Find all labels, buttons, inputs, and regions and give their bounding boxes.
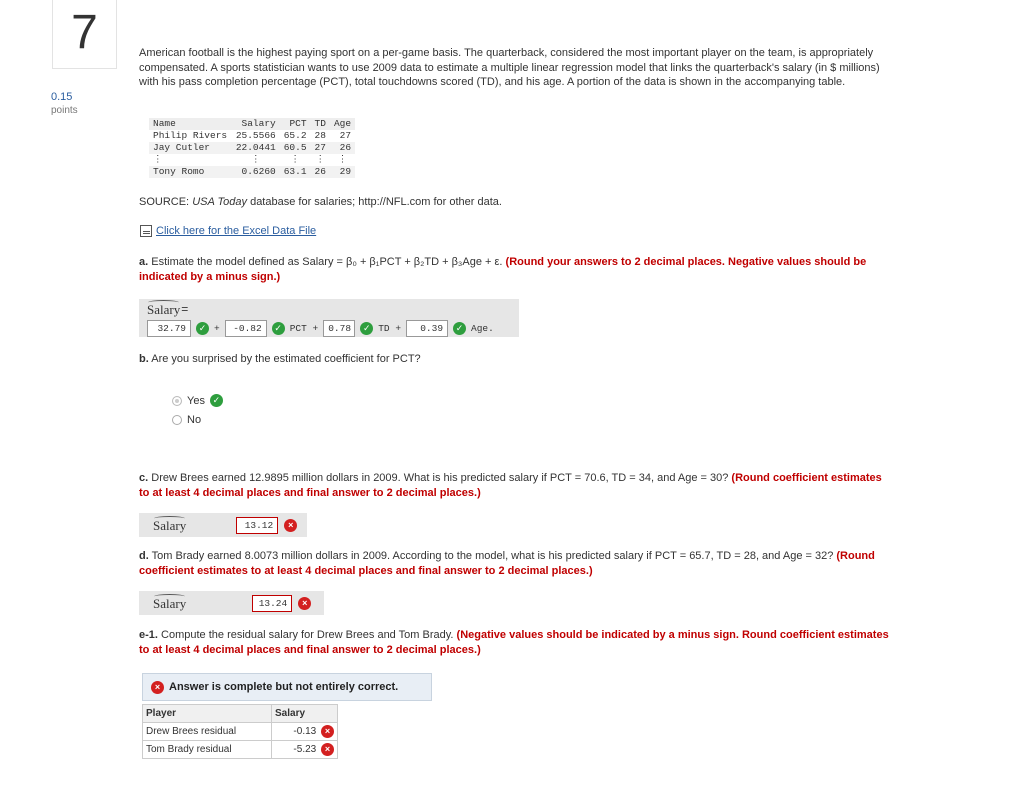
x-circle-icon: × (321, 743, 334, 756)
check-circle-icon: ✓ (272, 322, 285, 335)
b0-input[interactable]: 32.79 (147, 320, 191, 337)
cell: 63.1 (283, 166, 307, 177)
x-circle-icon: × (298, 597, 311, 610)
header-td: TD (314, 118, 326, 129)
part-c-answer-band (139, 513, 307, 537)
source-prefix: SOURCE: (139, 196, 193, 208)
cell: 26 (314, 166, 326, 177)
option-no[interactable] (172, 414, 201, 426)
part-d-answer-band (139, 591, 324, 615)
x-circle-icon: × (321, 725, 334, 738)
salary-hat-label: Salary (153, 596, 187, 611)
part-b-label: b. (139, 353, 149, 365)
cell: 60.5 (283, 142, 307, 153)
excel-file-icon (140, 225, 152, 237)
points-label: points (51, 105, 78, 116)
header-pct: PCT (289, 118, 307, 129)
cell: Jay Cutler (153, 142, 211, 153)
part-e1-label: e-1. (139, 629, 158, 641)
part-d-prompt (139, 549, 889, 578)
salary-hat-row (147, 300, 188, 318)
table-row (149, 142, 355, 154)
header-age: Age (333, 118, 352, 129)
source-line (139, 195, 889, 210)
check-circle-icon: ✓ (453, 322, 466, 335)
source-suffix: database for salaries; http://NFL.com for other data. (247, 196, 502, 208)
plus-term: + (214, 322, 220, 334)
points-value: 0.15 (51, 91, 73, 103)
check-circle-icon: ✓ (196, 322, 209, 335)
part-a-text: Estimate the model defined as Salary = β₀ + β₁PCT + β₂TD + β₃Age + ε. (148, 256, 506, 268)
part-c-label: c. (139, 472, 149, 484)
table-row (143, 723, 338, 741)
cell: ⋮ (251, 154, 261, 165)
cell: ⋮ (290, 154, 300, 165)
table-header-row (149, 118, 355, 130)
residual-value[interactable]: -0.13 (293, 726, 317, 738)
b3-input[interactable]: 0.39 (406, 320, 448, 337)
option-yes[interactable] (172, 394, 223, 407)
x-circle-icon: × (284, 519, 297, 532)
option-no-label: No (187, 414, 202, 426)
data-table (149, 118, 355, 178)
option-yes-label: Yes (187, 394, 205, 407)
question-number: 7 (52, 0, 117, 69)
cell: 65.2 (283, 130, 307, 141)
col-salary: Salary (272, 705, 338, 723)
part-e1-instruction: (Negative values should be indicated by a minus sign. Round coefficient estimates to at least 4 decimal places and final answer to 2 decimal places.) (139, 629, 889, 656)
cell: ⋮ (315, 154, 325, 165)
radio-yes[interactable] (172, 396, 182, 406)
part-d-label: d. (139, 550, 149, 562)
part-e1-prompt (139, 628, 889, 657)
residual-header-row (143, 705, 338, 723)
cell: 25.5566 (235, 130, 276, 141)
part-a-label: a. (139, 256, 149, 268)
residual-value[interactable]: -5.23 (293, 744, 317, 756)
residual-value-cell[interactable] (272, 741, 338, 759)
cell: Philip Rivers (153, 130, 228, 141)
radio-no[interactable] (172, 415, 182, 425)
cell: 27 (339, 130, 352, 141)
table-row (149, 154, 355, 166)
header-salary: Salary (241, 118, 276, 129)
x-circle-icon: × (151, 681, 164, 694)
td-term: TD + (378, 322, 402, 334)
cell: 26 (339, 142, 352, 153)
excel-link-row[interactable] (140, 225, 316, 237)
residual-value-cell[interactable] (272, 723, 338, 741)
source-italic: USA Today (192, 196, 248, 208)
age-term: Age. (471, 322, 494, 334)
answer-status-banner (142, 673, 432, 701)
part-d-text: Tom Brady earned 8.0073 million dollars in 2009. According to the model, what is his predicted salary if PCT = 65.7, TD = 28, and Age = 32? (148, 550, 837, 562)
part-a-answer-band (139, 299, 519, 337)
part-b-text: Are you surprised by the estimated coefficient for PCT? (148, 353, 421, 365)
part-d-input[interactable]: 13.24 (252, 595, 292, 612)
part-a-instruction: (Round your answers to 2 decimal places. Negative values should be indicated by a minus sign.) (139, 256, 867, 283)
cell: Tony Romo (153, 166, 205, 177)
cell: 27 (314, 142, 326, 153)
table-row (149, 130, 355, 142)
cell: 29 (339, 166, 352, 177)
excel-data-link[interactable]: Click here for the Excel Data File (156, 225, 317, 237)
part-d-instruction: (Round coefficient estimates to at least 4 decimal places and final answer to 2 decimal places.) (139, 550, 875, 577)
b1-input[interactable]: -0.82 (225, 320, 267, 337)
cell: 22.0441 (235, 142, 276, 153)
cell: 28 (314, 130, 326, 141)
part-c-prompt (139, 471, 889, 500)
b2-input[interactable]: 0.78 (323, 320, 355, 337)
residual-player: Drew Brees residual (143, 723, 272, 741)
question-intro: American football is the highest paying sport on a per-game basis. The quarterback, considered the most important player on the team, is appropriately compensated. A sports statistician wants to use 2009 data to estimate a multiple linear regression model that links the quarterback's salary (in $ millions) with his pass completion percentage (PCT), total touchdowns scored (TD), and his age. A portion of the data is shown in the accompanying table. (139, 47, 880, 88)
cell: ⋮ (153, 154, 163, 165)
cell: ⋮ (337, 154, 348, 165)
part-c-instruction: (Round coefficient estimates to at least 4 decimal places and final answer to 2 decimal places.) (139, 472, 882, 499)
header-name: Name (153, 118, 176, 129)
pct-term: PCT + (289, 322, 319, 334)
part-b-prompt (139, 352, 889, 367)
residual-table (142, 704, 338, 759)
salary-hat-label: Salary (153, 518, 187, 533)
coefficient-row (147, 320, 494, 337)
table-row (143, 741, 338, 759)
equals-sign: = (181, 301, 189, 316)
part-e1-text: Compute the residual salary for Drew Brees and Tom Brady. (157, 629, 457, 641)
part-a-prompt (139, 255, 889, 284)
part-c-input[interactable]: 13.12 (236, 517, 278, 534)
col-player: Player (143, 705, 272, 723)
cell: 0.6260 (241, 166, 276, 177)
residual-player: Tom Brady residual (143, 741, 272, 759)
table-row (149, 166, 355, 178)
check-circle-icon: ✓ (360, 322, 373, 335)
salary-hat-label: Salary (147, 301, 181, 317)
answer-status-text: Answer is complete but not entirely correct. (169, 681, 399, 693)
part-c-text: Drew Brees earned 12.9895 million dollars in 2009. What is his predicted salary if PCT = 70.6, TD = 34, and Age = 30? (148, 472, 732, 484)
check-circle-icon: ✓ (210, 394, 223, 407)
